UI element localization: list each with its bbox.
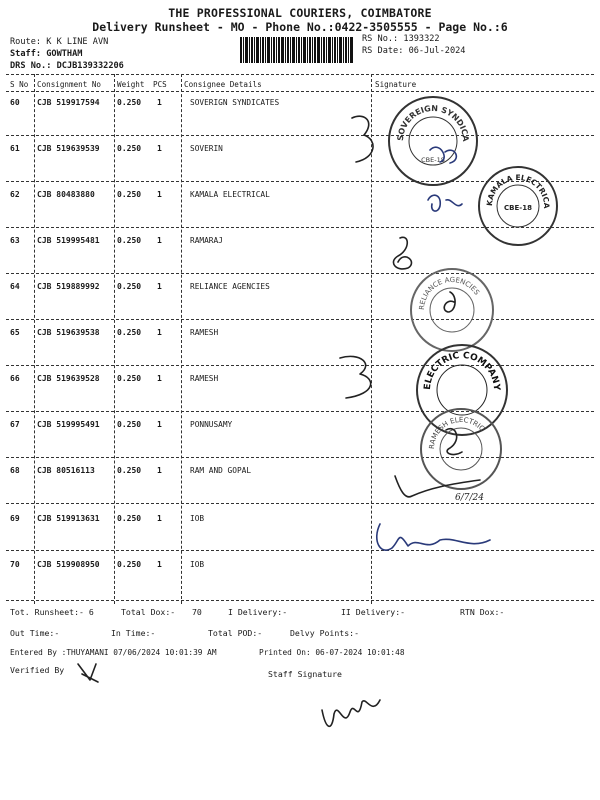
col-header-consignment: Consignment No: [37, 80, 102, 89]
rs-date: RS Date: 06-Jul-2024: [362, 46, 466, 56]
row-pcs: 1: [157, 466, 162, 475]
row-consignment: CJB 519995481: [37, 236, 100, 245]
row-consignee: IOB: [190, 560, 205, 569]
page-subtitle: Delivery Runsheet - MO - Phone No.:0422-3505555 - Page No.:6: [92, 20, 508, 34]
signature-mark: [352, 116, 373, 162]
delvy-points: Delvy Points:-: [290, 628, 360, 638]
row-pcs: 1: [157, 98, 162, 107]
stamp-city: CBE-18: [421, 156, 445, 164]
row-consignment: CJB 519995491: [37, 420, 100, 429]
row-weight: 0.250: [117, 144, 142, 153]
signature-mark: [428, 195, 462, 211]
handwritten-date: 6/7/24: [455, 493, 484, 503]
row-consignee: RAMESH: [190, 374, 219, 383]
row-consignment: CJB 519913631: [37, 514, 100, 523]
signature-mark: [446, 429, 462, 455]
stamp-city: CBE-18: [504, 204, 532, 212]
row-consignee: RELIANCE AGENCIES: [190, 282, 270, 291]
row-sno: 70: [10, 560, 20, 569]
signature-mark: [393, 237, 411, 269]
row-sno: 69: [10, 514, 20, 523]
row-sno: 60: [10, 98, 20, 107]
drs-label: DRS No.:: [10, 61, 52, 71]
printed-on: Printed On: 06-07-2024 10:01:48: [259, 648, 405, 657]
row-sno: 61: [10, 144, 20, 153]
stamp-text: RAMESH ELECTRIC: [427, 415, 486, 450]
row-consignment: CJB 519889992: [37, 282, 100, 291]
out-time: Out Time:-: [10, 628, 60, 638]
row-sno: 65: [10, 328, 20, 337]
page-title: THE PROFESSIONAL COURIERS, COIMBATORE: [168, 6, 432, 20]
stamp-text: SOVEREIGN SYNDICA: [395, 103, 471, 142]
row-weight: 0.250: [117, 420, 142, 429]
row-consignment: CJB 519908950: [37, 560, 100, 569]
verified-by: Verified By: [10, 665, 65, 675]
stamp-text: ELECTRIC COMPANY: [422, 350, 502, 391]
row-sno: 64: [10, 282, 20, 291]
row-sno: 68: [10, 466, 20, 475]
ii-delivery: II Delivery:-: [341, 607, 406, 617]
row-consignment: CJB 80516113: [37, 466, 95, 475]
total-runsheet: Tot. Runsheet:- 6: [10, 607, 94, 617]
row-sno: 62: [10, 190, 20, 199]
row-consignment: CJB 519917594: [37, 98, 100, 107]
row-pcs: 1: [157, 190, 162, 199]
row-sno: 63: [10, 236, 20, 245]
i-delivery: I Delivery:-: [228, 607, 288, 617]
signature-mark: [377, 524, 490, 550]
row-pcs: 1: [157, 514, 162, 523]
row-consignee: SOVERIN: [190, 144, 223, 153]
col-header-weight: Weight: [117, 80, 145, 89]
col-header-consignee: Consignee Details: [184, 80, 262, 89]
row-weight: 0.250: [117, 190, 142, 199]
row-weight: 0.250: [117, 560, 142, 569]
signature-mark: [322, 700, 380, 726]
row-consignment: CJB 519639528: [37, 374, 100, 383]
row-consignment: CJB 80483880: [37, 190, 95, 199]
row-pcs: 1: [157, 420, 162, 429]
signature-mark: [78, 664, 98, 682]
col-header-signature: Signature: [375, 80, 417, 89]
rs-number: RS No.: 1393322: [362, 34, 440, 44]
signature-mark: [430, 147, 456, 163]
drs-value: DCJB139332206: [56, 61, 124, 71]
signature-mark: [444, 292, 455, 312]
row-consignee: RAM AND GOPAL: [190, 466, 252, 475]
row-pcs: 1: [157, 328, 162, 337]
row-weight: 0.250: [117, 374, 142, 383]
row-weight: 0.250: [117, 282, 142, 291]
row-pcs: 1: [157, 282, 162, 291]
col-header-pcs: PCS: [153, 80, 167, 89]
row-pcs: 1: [157, 560, 162, 569]
signature-mark: [340, 356, 371, 398]
staff-signature-label: Staff Signature: [268, 669, 342, 679]
route-label: Route: K K LINE AVN: [10, 37, 109, 47]
row-consignment: CJB 519639538: [37, 328, 100, 337]
entered-by: Entered By :THUYAMANI 07/06/2024 10:01:39 AM: [10, 648, 217, 657]
row-consignee: RAMARAJ: [190, 236, 223, 245]
staff-label: Staff: GOWTHAM: [10, 49, 83, 59]
stamp-text: KAMALA ELECTRICA: [484, 172, 552, 209]
row-weight: 0.250: [117, 328, 142, 337]
row-consignee: KAMALA ELECTRICAL: [190, 190, 270, 199]
rtn-dox: RTN Dox:-: [460, 607, 505, 617]
in-time: In Time:-: [111, 628, 156, 638]
row-consignment: CJB 519639539: [37, 144, 100, 153]
total-dox-label: Total Dox:-: [121, 607, 176, 617]
row-consignee: SOVERIGN SYNDICATES: [190, 98, 280, 107]
col-header-sno: S No: [10, 80, 29, 89]
row-weight: 0.250: [117, 466, 142, 475]
row-weight: 0.250: [117, 98, 142, 107]
total-dox-value: 70: [192, 607, 202, 617]
row-consignee: IOB: [190, 514, 205, 523]
row-sno: 67: [10, 420, 20, 429]
row-consignee: PONNUSAMY: [190, 420, 233, 429]
row-weight: 0.250: [117, 514, 142, 523]
row-sno: 66: [10, 374, 20, 383]
row-pcs: 1: [157, 144, 162, 153]
row-pcs: 1: [157, 236, 162, 245]
total-pod: Total POD:-: [208, 628, 263, 638]
row-pcs: 1: [157, 374, 162, 383]
row-consignee: RAMESH: [190, 328, 219, 337]
row-weight: 0.250: [117, 236, 142, 245]
stamp-text: RELIANCE AGENCIES: [417, 275, 481, 311]
